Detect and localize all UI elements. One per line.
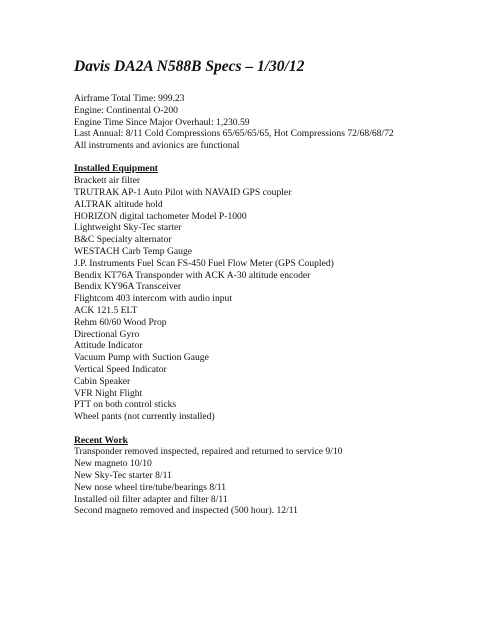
recent-work-list [74, 446, 484, 517]
section-heading: Installed Equipment [74, 163, 158, 175]
list-item: B&C Specialty alternator [74, 234, 172, 246]
recent-work-section [74, 435, 484, 518]
list-item: New Sky-Tec starter 8/11 [74, 469, 172, 481]
document-title: Davis DA2A N588B Specs – 1/30/12 [74, 58, 305, 75]
spec-line: All instruments and avionics are functional [74, 140, 240, 152]
list-item: WESTACH Carb Temp Gauge [74, 246, 193, 258]
list-item: New magneto 10/10 [74, 458, 152, 470]
list-item: Bendix KT76A Transponder with ACK A-30 altitude encoder [74, 269, 311, 281]
list-item: HORIZON digital tachometer Model P-1000 [74, 210, 247, 222]
list-item: Attitude Indicator [74, 340, 143, 352]
list-item: TRUTRAK AP-1 Auto Pilot with NAVAID GPS coupler [74, 187, 292, 199]
aircraft-specs [74, 93, 484, 152]
list-item: Flightcom 403 intercom with audio input [74, 293, 233, 305]
list-item: Second magneto removed and inspected (500 hour). 12/11 [74, 505, 298, 517]
list-item: Rehm 60/60 Wood Prop [74, 316, 167, 328]
list-item: Brackett air filter [74, 175, 141, 187]
list-item: PTT on both control sticks [74, 399, 177, 411]
list-item: Vacuum Pump with Suction Gauge [74, 352, 209, 364]
document-page [74, 58, 484, 517]
spec-line: Engine Time Since Major Overhaul: 1,230.59 [74, 116, 250, 128]
list-item: Bendix KY96A Transceiver [74, 281, 182, 293]
list-item: Vertical Speed Indicator [74, 364, 167, 376]
list-item: New nose wheel tire/tube/bearings 8/11 [74, 481, 227, 493]
list-item: ALTRAK altitude hold [74, 198, 163, 210]
installed-equipment-section [74, 163, 484, 423]
list-item: Installed oil filter adapter and filter 8/11 [74, 493, 228, 505]
list-item: J.P. Instruments Fuel Scan FS-450 Fuel Flow Meter (GPS Coupled) [74, 257, 334, 269]
equipment-list [74, 175, 484, 423]
spec-line: Engine: Continental O-200 [74, 104, 178, 116]
list-item: Lightweight Sky-Tec starter [74, 222, 182, 234]
list-item: Wheel pants (not currently installed) [74, 411, 215, 423]
spec-line: Last Annual: 8/11 Cold Compressions 65/65/65/65, Hot Compressions 72/68/68/72 [74, 128, 394, 140]
list-item: Cabin Speaker [74, 375, 131, 387]
list-item: ACK 121.5 ELT [74, 305, 138, 317]
list-item: Directional Gyro [74, 328, 140, 340]
list-item: VFR Night Flight [74, 387, 143, 399]
section-heading: Recent Work [74, 434, 128, 446]
spec-line: Airframe Total Time: 999.23 [74, 93, 185, 104]
list-item: Transponder removed inspected, repaired and returned to service 9/10 [74, 446, 343, 458]
